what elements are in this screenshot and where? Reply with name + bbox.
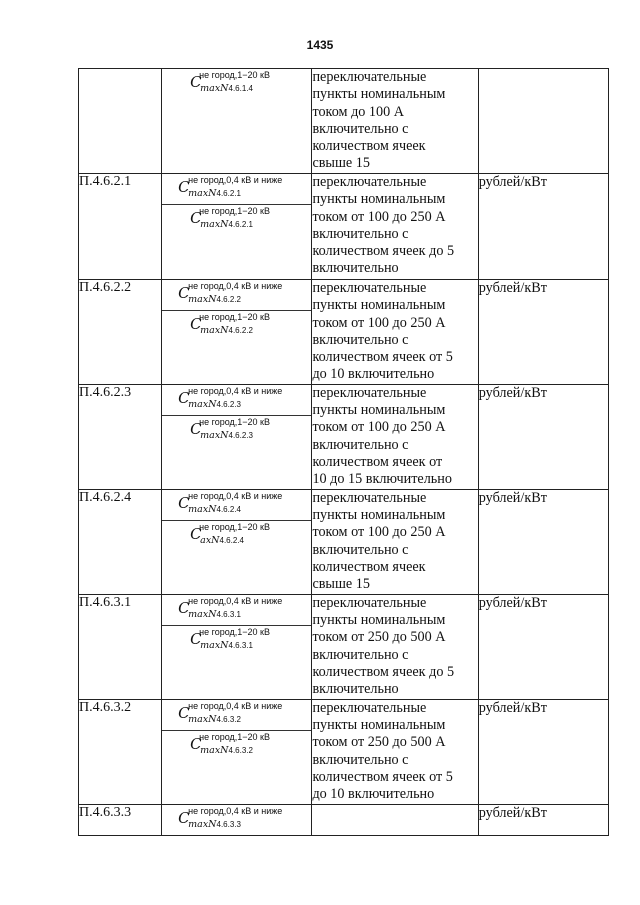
table-row [79,174,609,280]
item-code: П.4.6.3.1 [79,594,162,699]
formula-subscript-variable: maxN [188,188,217,199]
description-line: свыше 15 [312,155,370,172]
description-line: пункты номинальным [312,612,446,629]
rate-formula-cell [162,804,312,835]
formula-subscript-number: 4.6.2.2 [216,295,241,304]
description-line: пункты номинальным [312,191,446,208]
rate-formula [162,700,311,730]
item-code [79,69,162,174]
item-code: П.4.6.2.2 [79,280,162,385]
description-line: включительно с [312,225,409,242]
formula-superscript: не город,0,4 кВ и ниже [188,281,283,291]
formula-superscript: не город,0,4 кВ и ниже [188,385,283,396]
description-line: количеством ячеек от 5 [312,349,453,366]
description-line: включительно [312,681,399,698]
rate-formula-cell [162,174,312,280]
rate-formula [162,520,311,551]
formula-subscript-variable: axN [200,534,220,546]
description-line: количеством ячеек до 5 [312,243,455,260]
description-line: пункты номинальным [312,507,446,524]
description-line: количеством ячеек [312,138,426,155]
formula-symbol: C [178,703,190,722]
item-description [312,804,478,835]
item-code: П.4.6.2.4 [79,489,162,594]
formula-subscript [188,189,241,199]
formula-subscript-variable: maxN [200,639,229,651]
table-row [79,489,609,594]
formula-subscript [200,326,253,336]
formula-subscript-variable: maxN [200,219,229,230]
description-line: включительно с [312,436,409,453]
formula-subscript-variable: maxN [188,503,217,515]
item-description [312,489,478,594]
formula-subscript-variable: maxN [200,744,229,756]
formula-subscript [200,536,244,546]
formula-superscript: не город,1−20 кВ [199,521,271,532]
table-row [79,699,609,804]
tariff-table [78,68,609,836]
formula-symbol: C [178,284,190,302]
formula-symbol: C [190,315,202,333]
formula-superscript: не город,0,4 кВ и ниже [188,490,283,501]
rate-formula-cell [162,69,312,174]
item-description [312,384,478,489]
formula-subscript [188,295,241,305]
formula-subscript-number: 4.6.3.2 [216,714,241,724]
formula-subscript [188,610,241,620]
rate-formula [162,69,311,99]
rate-formula [162,730,311,761]
formula-symbol: C [178,388,190,407]
formula-subscript [188,715,241,725]
formula-subscript-number: 4.6.2.1 [228,220,253,229]
description-line: переключательные [312,384,427,401]
rate-formula [162,385,311,415]
formula-symbol: C [190,629,202,648]
description-line: до 10 включительно [312,366,435,383]
item-description [312,280,478,385]
rate-formula-cell [162,594,312,699]
description-line: количеством ячеек до 5 [312,663,455,680]
formula-superscript: не город,1−20 кВ [199,416,271,427]
description-line: током от 250 до 500 А [312,629,446,646]
formula-symbol: C [190,524,202,543]
rate-formula [162,204,311,235]
item-code: П.4.6.3.2 [79,699,162,804]
rate-formula [162,310,311,341]
formula-subscript-number: 4.6.3.2 [228,745,253,755]
formula-subscript-number: 4.6.3.1 [228,640,253,650]
unit-of-measure: рублей/кВт [478,384,608,489]
formula-subscript [188,820,241,830]
description-line: током от 250 до 500 А [312,734,446,751]
formula-superscript: не город,1−20 кВ [199,206,271,216]
formula-symbol: C [178,598,190,617]
formula-subscript-variable: maxN [188,818,217,830]
page-number: 1435 [306,38,334,52]
unit-of-measure: рублей/кВт [478,280,608,385]
formula-symbol: C [190,73,202,91]
formula-subscript-variable: maxN [188,713,217,725]
description-line: включительно [312,260,399,277]
rate-formula [162,415,311,446]
unit-of-measure: рублей/кВт [478,699,608,804]
formula-superscript: не город,1−20 кВ [199,731,271,742]
description-line: переключательные [312,489,427,506]
formula-subscript-number: 4.6.2.2 [228,326,253,335]
formula-superscript: не город,0,4 кВ и ниже [188,595,283,606]
item-description [312,174,478,280]
unit-of-measure: рублей/кВт [478,489,608,594]
description-line: пункты номинальным [312,717,446,734]
description-line: переключательные [312,174,427,190]
description-line: количеством ячеек [312,558,426,575]
rate-formula [162,595,311,625]
formula-superscript: не город,0,4 кВ и ниже [188,700,283,711]
formula-symbol: C [190,209,202,227]
rate-formula-cell [162,384,312,489]
formula-subscript [188,505,241,515]
formula-subscript-variable: maxN [188,398,217,410]
description-line: до 10 включительно [312,786,435,803]
description-line: переключательные [312,69,427,85]
item-description [312,699,478,804]
description-line: включительно с [312,541,409,558]
formula-subscript-variable: maxN [188,608,217,620]
formula-subscript-variable: maxN [188,294,217,305]
table-row [79,280,609,385]
rate-formula-cell [162,489,312,594]
formula-subscript-number: 4.6.2.3 [216,399,241,409]
description-line: током от 100 до 250 А [312,419,446,436]
unit-of-measure [478,69,608,174]
formula-subscript [200,431,253,441]
description-line: током до 100 А [312,103,404,120]
description-line: пункты номинальным [312,297,446,314]
item-description [312,594,478,699]
description-line: током от 100 до 250 А [312,314,446,331]
table-row [79,594,609,699]
description-line: пункты номинальным [312,402,446,419]
formula-subscript-variable: maxN [200,429,229,441]
item-code: П.4.6.2.3 [79,384,162,489]
rate-formula [162,280,311,310]
formula-subscript [200,84,253,94]
description-line: количеством ячеек от [312,453,443,470]
description-line: 10 до 15 включительно [312,471,452,488]
formula-subscript [200,641,253,651]
description-line: переключательные [312,699,427,716]
rate-formula-cell [162,280,312,385]
description-line: током от 100 до 250 А [312,524,446,541]
item-code: П.4.6.3.3 [79,804,162,835]
formula-subscript [188,400,241,410]
rate-formula [162,490,311,520]
formula-superscript: не город,0,4 кВ и ниже [188,175,283,185]
formula-symbol: C [178,808,190,827]
description-line: пункты номинальным [312,86,446,103]
formula-subscript [200,220,253,230]
formula-symbol: C [190,419,202,438]
formula-subscript [200,746,253,756]
rate-formula [162,174,311,204]
description-line: включительно с [312,331,409,348]
table-row [79,69,609,174]
description-line: включительно с [312,120,409,137]
rate-formula [162,805,311,835]
formula-symbol: C [178,178,190,196]
item-description [312,69,478,174]
unit-of-measure: рублей/кВт [478,174,608,280]
formula-subscript-number: 4.6.2.4 [219,535,244,545]
description-line: переключательные [312,594,427,611]
formula-superscript: не город,1−20 кВ [199,626,271,637]
formula-subscript-number: 4.6.2.3 [228,430,253,440]
formula-subscript-number: 4.6.2.4 [216,504,241,514]
formula-superscript: не город,1−20 кВ [199,312,271,322]
formula-symbol: C [190,734,202,753]
formula-superscript: не город,1−20 кВ [199,70,271,80]
formula-subscript-number: 4.6.2.1 [216,189,241,198]
formula-symbol: C [178,493,190,512]
table-row [79,384,609,489]
formula-superscript: не город,0,4 кВ и ниже [188,805,283,816]
rate-formula [162,625,311,656]
description-line: включительно с [312,751,409,768]
unit-of-measure: рублей/кВт [478,804,608,835]
description-line: переключательные [312,280,427,296]
formula-subscript-number: 4.6.3.1 [216,609,241,619]
table-row [79,804,609,835]
description-line: свыше 15 [312,576,370,593]
formula-subscript-number: 4.6.1.4 [228,84,253,93]
tariff-table-body [79,69,609,836]
description-line: током от 100 до 250 А [312,208,446,225]
description-line: включительно с [312,646,409,663]
description-line: количеством ячеек от 5 [312,768,453,785]
rate-formula-cell [162,699,312,804]
formula-subscript-variable: maxN [200,83,229,94]
formula-subscript-variable: maxN [200,325,229,336]
formula-subscript-number: 4.6.3.3 [216,819,241,829]
unit-of-measure: рублей/кВт [478,594,608,699]
item-code: П.4.6.2.1 [79,174,162,280]
